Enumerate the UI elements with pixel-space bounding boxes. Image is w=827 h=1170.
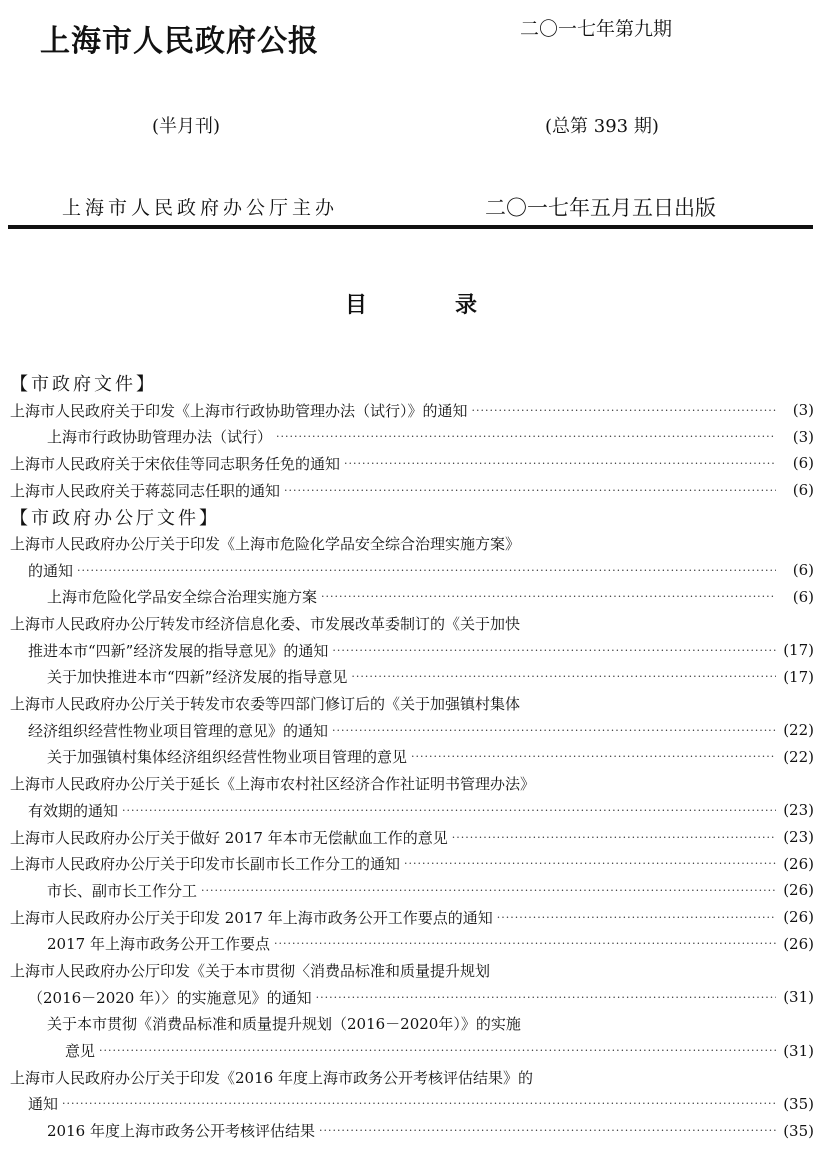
- page-number: (17): [783, 641, 814, 660]
- toc-entry[interactable]: [8, 1037, 814, 1064]
- toc-entry[interactable]: [8, 824, 814, 851]
- dot-leader: [321, 590, 776, 603]
- issue-number: 二〇一七年第九期: [520, 18, 673, 40]
- toc-entry[interactable]: [8, 557, 814, 584]
- section-title: 【市政府办公厅文件】: [10, 507, 220, 529]
- toc-entry[interactable]: [8, 904, 814, 931]
- frequency-label: (半月刊): [152, 116, 221, 137]
- toc-entry[interactable]: [8, 690, 814, 717]
- dot-leader: [319, 1124, 776, 1137]
- page-number: (17): [783, 667, 814, 686]
- dot-leader: [62, 1097, 776, 1110]
- dot-leader: [122, 804, 776, 817]
- toc-entry[interactable]: [8, 877, 814, 904]
- gazette-title: 上海市人民政府公报: [40, 24, 319, 59]
- entry-title: 经济组织经营性物业项目管理的意见》的通知: [28, 721, 329, 740]
- page-number: (26): [783, 854, 814, 873]
- toc-entry[interactable]: [8, 664, 814, 691]
- dot-leader: [351, 670, 776, 683]
- toc-entry[interactable]: [8, 1011, 814, 1038]
- entry-title: 2016 年度上海市政务公开考核评估结果: [47, 1122, 315, 1141]
- entry-title: 意见: [65, 1042, 96, 1061]
- entry-title: 上海市人民政府办公厅关于做好 2017 年本市无偿献血工作的意见: [10, 828, 448, 847]
- page-number: (6): [792, 481, 814, 500]
- toc-entry[interactable]: [8, 450, 814, 477]
- dot-leader: [332, 644, 776, 657]
- toc-entry[interactable]: [8, 930, 814, 957]
- page-number: (22): [783, 721, 814, 740]
- entry-title: 上海市人民政府办公厅关于印发《上海市危险化学品安全综合治理实施方案》: [10, 534, 521, 553]
- header-rule: [8, 225, 813, 229]
- entry-title: 通知: [28, 1095, 59, 1114]
- dot-leader: [472, 404, 776, 417]
- toc-entry[interactable]: [8, 423, 814, 450]
- toc-entry[interactable]: [8, 637, 814, 664]
- toc-section-header: [8, 503, 814, 530]
- entry-title: 上海市人民政府办公厅转发市经济信息化委、市发展改革委制订的《关于加快: [10, 615, 521, 634]
- toc-heading-part1: 目: [345, 292, 368, 318]
- publish-date: 二〇一七年五月五日出版: [485, 196, 716, 220]
- toc-entry[interactable]: [8, 984, 814, 1011]
- dot-leader: [316, 991, 776, 1004]
- page-number: (3): [792, 427, 814, 446]
- toc-entry[interactable]: [8, 477, 814, 504]
- entry-title: 关于本市贯彻《消费品标准和质量提升规划（2016－2020年）》的实施: [47, 1015, 521, 1034]
- page-number: (23): [783, 828, 814, 847]
- entry-title: 上海市人民政府关于印发《上海市行政协助管理办法（试行）》的通知: [10, 401, 468, 420]
- dot-leader: [404, 857, 776, 870]
- toc-entry[interactable]: [8, 770, 814, 797]
- dot-leader: [284, 484, 776, 497]
- page-number: (22): [783, 747, 814, 766]
- dot-leader: [452, 831, 776, 844]
- entry-title: 市长、副市长工作分工: [47, 881, 198, 900]
- dot-leader: [274, 937, 776, 950]
- toc-heading-part2: 录: [455, 292, 478, 318]
- page-number: (26): [783, 881, 814, 900]
- page-number: (26): [783, 908, 814, 927]
- entry-title: 上海市人民政府关于蒋蕊同志任职的通知: [10, 481, 281, 500]
- dot-leader: [332, 724, 776, 737]
- dot-leader: [99, 1044, 776, 1057]
- page-number: (6): [792, 454, 814, 473]
- entry-title: 有效期的通知: [28, 801, 119, 820]
- toc-entry[interactable]: [8, 957, 814, 984]
- dot-leader: [77, 564, 776, 577]
- page-number: (31): [783, 1041, 814, 1060]
- page-number: (6): [792, 561, 814, 580]
- toc-entry[interactable]: [8, 1064, 814, 1091]
- entry-title: 上海市人民政府办公厅印发《关于本市贯彻〈消费品标准和质量提升规划: [10, 961, 491, 980]
- page-number: (6): [792, 587, 814, 606]
- table-of-contents: [8, 370, 814, 1144]
- entry-title: 的通知: [28, 561, 74, 580]
- toc-entry[interactable]: [8, 850, 814, 877]
- sponsor-label: 上海市人民政府办公厅主办: [62, 197, 339, 219]
- page-number: (3): [792, 401, 814, 420]
- dot-leader: [411, 750, 776, 763]
- entry-title: 上海市人民政府办公厅关于转发市农委等四部门修订后的《关于加强镇村集体: [10, 695, 521, 714]
- toc-entry[interactable]: [8, 1117, 814, 1144]
- page-number: (31): [783, 988, 814, 1007]
- entry-title: 上海市人民政府办公厅关于印发 2017 年上海市政务公开工作要点的通知: [10, 908, 493, 927]
- entry-title: 上海市行政协助管理办法（试行）: [47, 428, 273, 447]
- entry-title: 上海市人民政府办公厅关于延长《上海市农村社区经济合作社证明书管理办法》: [10, 775, 536, 794]
- toc-entry[interactable]: [8, 584, 814, 611]
- dot-leader: [201, 884, 776, 897]
- entry-title: 上海市人民政府办公厅关于印发市长副市长工作分工的通知: [10, 855, 401, 874]
- entry-title: 关于加快推进本市“四新”经济发展的指导意见: [47, 668, 348, 687]
- entry-title: 上海市危险化学品安全综合治理实施方案: [47, 588, 318, 607]
- page-number: (35): [783, 1094, 814, 1113]
- entry-title: 上海市人民政府办公厅关于印发《2016 年度上海市政务公开考核评估结果》的: [10, 1068, 533, 1087]
- toc-section-header: [8, 370, 814, 397]
- entry-title: 2017 年上海市政务公开工作要点: [47, 935, 270, 954]
- toc-entry[interactable]: [8, 1091, 814, 1118]
- dot-leader: [344, 457, 776, 470]
- toc-entry[interactable]: [8, 744, 814, 771]
- toc-entry[interactable]: [8, 397, 814, 424]
- entry-title: 推进本市“四新”经济发展的指导意见》的通知: [28, 641, 329, 660]
- toc-entry[interactable]: [8, 530, 814, 557]
- toc-entry[interactable]: [8, 717, 814, 744]
- section-title: 【市政府文件】: [10, 374, 157, 396]
- page-number: (26): [783, 934, 814, 953]
- dot-leader: [497, 911, 776, 924]
- total-issue-label: (总第 393 期): [545, 116, 659, 137]
- entry-title: 上海市人民政府关于宋依佳等同志职务任免的通知: [10, 454, 341, 473]
- dot-leader: [276, 430, 776, 443]
- page-number: (23): [783, 801, 814, 820]
- entry-title: （2016－2020 年）〉的实施意见》的通知: [28, 988, 312, 1007]
- entry-title: 关于加强镇村集体经济组织经营性物业项目管理的意见: [47, 748, 408, 767]
- page-number: (35): [783, 1121, 814, 1140]
- toc-entry[interactable]: [8, 610, 814, 637]
- toc-entry[interactable]: [8, 797, 814, 824]
